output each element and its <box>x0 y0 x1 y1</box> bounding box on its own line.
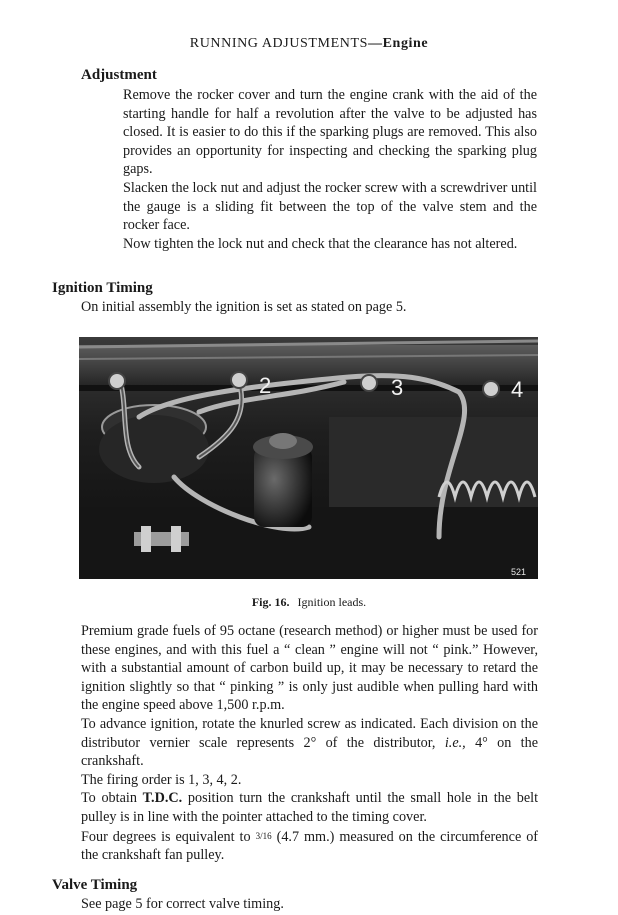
adjustment-text <box>123 86 537 253</box>
advance-text-ie: i.e., <box>444 734 466 751</box>
fraction-3-16: 3/16 <box>255 830 272 841</box>
ignition-intro: On initial assembly the ignition is set as stated on page 5. <box>81 299 407 315</box>
degrees-text-b: (4.7 mm.) measured on the circumference of the crankshaft fan pulley. <box>81 828 539 864</box>
ignition-paragraph-advance <box>81 715 538 771</box>
engine-illustration <box>79 337 538 579</box>
adjustment-paragraph-2: Slacken the lock nut and adjust the rocker screw with a screwdriver until the gauge is a sliding fit between the top of the valve stem and the rocker face. <box>123 179 537 234</box>
page-header <box>0 36 618 52</box>
plug-4 <box>483 381 499 397</box>
plug-3 <box>361 375 377 391</box>
callout-2: 2 <box>259 373 272 398</box>
adjustment-paragraph-1: Remove the rocker cover and turn the engine crank with the aid of the starting handle for half a revolution after the valve to be adjusted has closed. It is easier to do this if the sparking plugs are removed. This also provides an opportunity for inspecting and checking the sparking plug gaps. <box>123 87 537 178</box>
callout-4: 4 <box>511 377 524 402</box>
header-suffix: —Engine <box>368 36 429 51</box>
adjustment-heading: Adjustment <box>81 67 157 83</box>
valve-timing-text: See page 5 for correct valve timing. <box>81 896 284 912</box>
figure-label: Fig. 16. <box>251 595 290 609</box>
ignition-paragraph-tdc <box>81 789 538 826</box>
advance-text-a: To advance ignition, rotate the knurled screw as indicated. Each division on the distributor vernier scale represents 2° of the distributor, <box>81 715 538 751</box>
advance-text-b: 4° on the crankshaft. <box>81 734 539 770</box>
figure-caption <box>0 595 618 610</box>
tdc-text-a: To obtain <box>81 790 137 807</box>
degrees-text-a: Four degrees is equivalent to <box>81 828 251 845</box>
adjustment-paragraph-3: Now tighten the lock nut and check that the clearance has not altered. <box>123 235 518 252</box>
header-title: RUNNING ADJUSTMENTS <box>189 36 369 51</box>
callout-3: 3 <box>391 375 404 400</box>
ignition-timing-heading: Ignition Timing <box>52 280 153 296</box>
plate-number: 521 <box>511 567 527 577</box>
ignition-leads-photo <box>79 337 538 579</box>
figure-caption-text: Ignition leads. <box>297 595 367 609</box>
ignition-paragraph-degrees <box>81 827 538 865</box>
plug-2 <box>231 372 247 388</box>
ignition-body <box>81 622 538 865</box>
valve-timing-heading: Valve Timing <box>52 877 138 893</box>
ignition-paragraph-fuel: Premium grade fuels of 95 octane (research method) or higher must be used for these engines, and with this fuel a “ clean ” engine will not “ pink.” However, with a substantial amount of carbon build up, it may be necessary to retard the ignition slightly so that “ pinking ” is only just audible when pulling hard with the engine speed above 1,500 r.p.m. <box>81 623 538 714</box>
plug-1 <box>109 373 125 389</box>
tdc-text-b: position turn the crankshaft until the small hole in the belt pulley is in line with the pointer attached to the timing cover. <box>81 790 539 825</box>
ignition-paragraph-firing-order: The firing order is 1, 3, 4, 2. <box>81 771 242 788</box>
tdc-label: T.D.C. <box>142 790 183 807</box>
